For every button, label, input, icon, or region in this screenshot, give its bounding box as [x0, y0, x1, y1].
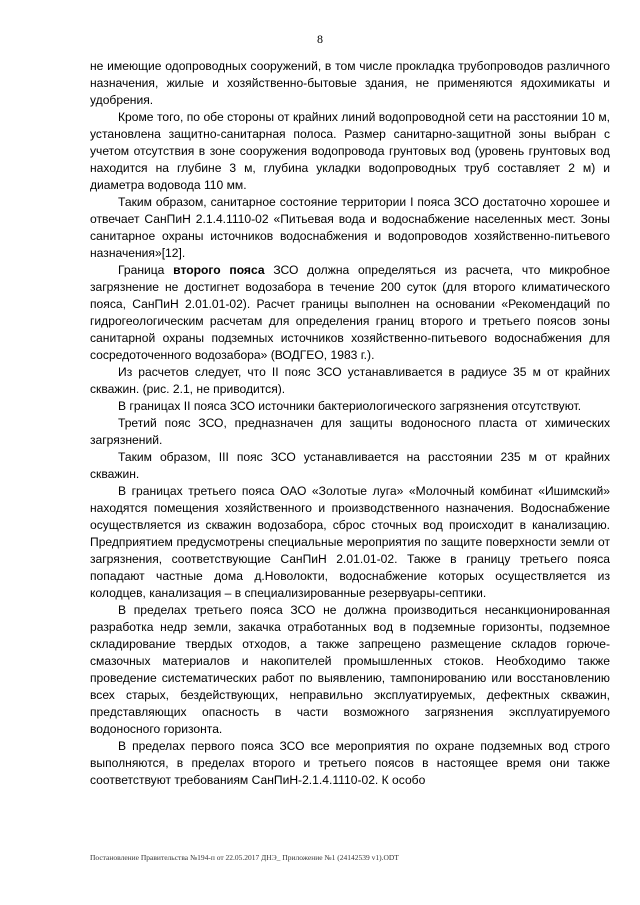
page-number: 8	[317, 32, 323, 46]
paragraph: не имеющие одопроводных сооружений, в том числе прокладка трубопроводов различного назначения, жилые и хозяйственно-бытовые здания, не применяются ядохимикаты и удобрения.	[90, 59, 610, 107]
paragraph: Таким образом, санитарное состояние территории I пояса ЗСО достаточно хорошее и отвечает СанПиН 2.1.4.1110-02 «Питьевая вода и водоснабжение населенных мест. Зоны санитарное охраны источников водоснабжения и водопроводов хозяйственно-питьевого назначения»[12].	[90, 195, 610, 260]
paragraph: В пределах первого пояса ЗСО все мероприятия по охране подземных вод строго выполняются, в пределах второго и третьего поясов в настоящее время они также соответствуют требованиям СанПиН-2.1.4.1110-02. К особо	[90, 739, 610, 787]
paragraph	[90, 262, 610, 364]
document-body	[90, 58, 610, 789]
paragraph: Кроме того, по обе стороны от крайних линий водопроводной сети на расстоянии 10 м, установлена защитно-санитарная полоса. Размер санитарно-защитной зоны выбран с учетом отсутствия в зоне сооружения водопровода грунтовых вод (уровень грунтовых вод находится на глубине 3 м, глубина укладки водопроводных труб составляет 2 м) и диаметра водовода 110 мм.	[90, 110, 610, 192]
document-footer: Постановление Правительства №194-п от 22.05.2017 ДНЭ_ Приложение №1 (24142539 v1).ODT	[90, 853, 399, 862]
paragraph: Из расчетов следует, что II пояс ЗСО устанавливается в радиусе 35 м от крайних скважин. (рис. 2.1, не приводится).	[90, 365, 610, 396]
paragraph-text: ЗСО должна определяться из расчета, что микробное загрязнение не достигнет водозабора в течение 200 суток (для второго климатического пояса, СанПиН 2.01.01-02). Расчет границы выполнен на основании «Рекомендаций по гидрогеологическим расчетам для определения границ второго и третьего поясов зоны санитарной охраны подземных источников хозяйственно-питьевого водоснабжения для сосредоточенного водозабора» (ВОДГЕО, 1983 г.).	[90, 263, 610, 362]
bold-term: второго пояса	[173, 263, 265, 277]
paragraph: Третий пояс ЗСО, предназначен для защиты водоносного пласта от химических загрязнений.	[90, 416, 610, 447]
paragraph: Таким образом, III пояс ЗСО устанавливается на расстоянии 235 м от крайних скважин.	[90, 450, 610, 481]
paragraph: В границах третьего пояса ОАО «Золотые луга» «Молочный комбинат «Ишимский» находятся помещения хозяйственного и производственного назначения. Водоснабжение осуществляется из скважин водозабора, сброс сточных вод происходит в канализацию. Предприятием предусмотрены специальные мероприятия по защите поверхности земли от загрязнения, соответствующие СанПиН 2.01.01-02. Также в границу третьего пояса попадают частные дома д.Новолокти, водоснабжение которых осуществляется из колодцев, канализация – в специализированные резервуары-септики.	[90, 484, 610, 600]
paragraph: В пределах третьего пояса ЗСО не должна производиться несанкционированная разработка недр земли, закачка отработанных вод в подземные горизонты, подземное складирование твердых отходов, а также запрещено размещение складов горюче-смазочных материалов и накопителей промышленных стоков. Необходимо также проведение систематических работ по выявлению, тампонированию или восстановлению всех старых, бездействующих, неправильно эксплуатируемых, дефектных скважин, представляющих опасность в части возможного загрязнения эксплуатируемого водоносного горизонта.	[90, 603, 610, 736]
paragraph: В границах II пояса ЗСО источники бактериологического загрязнения отсутствуют.	[118, 399, 582, 413]
paragraph-text: Граница	[118, 263, 174, 277]
